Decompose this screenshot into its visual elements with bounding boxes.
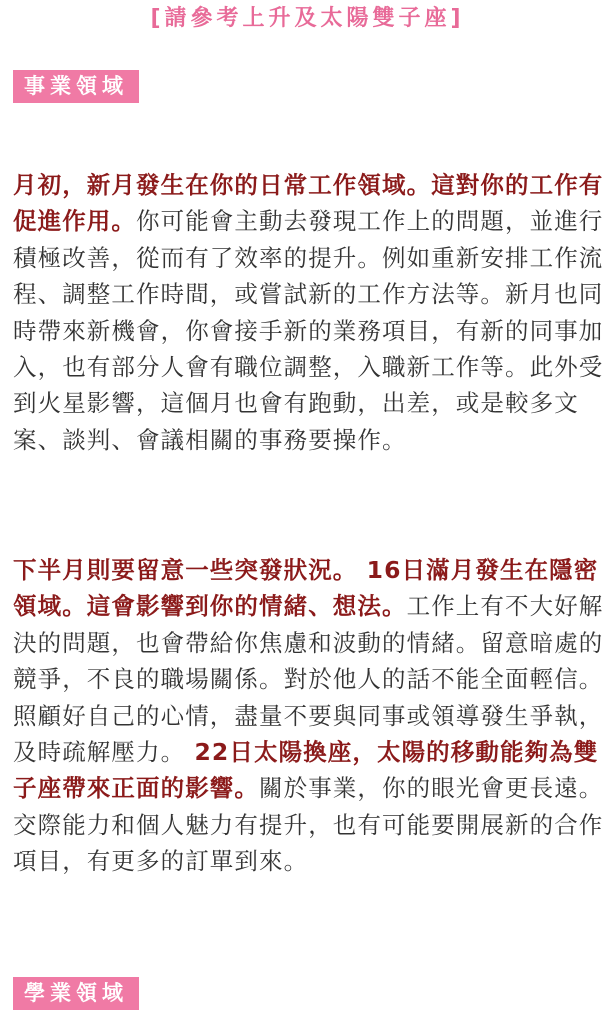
career-paragraph-2 (13, 552, 611, 880)
paragraph-highlight-2: 22日太陽換座，太陽的移動能夠為雙子座帶來正面的影響。 (13, 738, 599, 803)
section-tag-study: 學業領域 (13, 977, 139, 1010)
paragraph-body: 工作上有不大好解決的問題，也會帶給你焦慮和波動的情緒。留意暗處的競爭，不良的職場關係。對於他人的話不能全面輕信。照顧好自己的心情，盡量不要與同事或領導發生爭執，及時疏解壓力。 (13, 592, 604, 767)
paragraph-highlight: 月初，新月發生在你的日常工作領域。這對你的工作有促進作用。 (13, 171, 604, 236)
career-paragraph-1 (13, 167, 611, 458)
paragraph-body: 你可能會主動去發現工作上的問題，並進行積極改善，從而有了效率的提升。例如重新安排工作流程、調整工作時間，或嘗試新的工作方法等。新月也同時帶來新機會，你會接手新的業務項目，有新的同事加入，也有部分人會有職位調整，入職新工作等。此外受到火星影響，這個月也會有跑動，出差，或是較多文案、談判、會議相關的事務要操作。 (13, 207, 604, 454)
paragraph-highlight: 下半月則要留意一些突發狀況。 16日滿月發生在隱密領域。這會影響到你的情緒、想法。 (13, 556, 599, 621)
paragraph-body-2: 關於事業，你的眼光會更長遠。交際能力和個人魅力有提升，也有可能要開展新的合作項目，有更多的訂單到來。 (13, 774, 604, 876)
header-note: [請參考上升及太陽雙子座] (150, 6, 465, 31)
section-tag-career: 事業領域 (13, 70, 139, 103)
